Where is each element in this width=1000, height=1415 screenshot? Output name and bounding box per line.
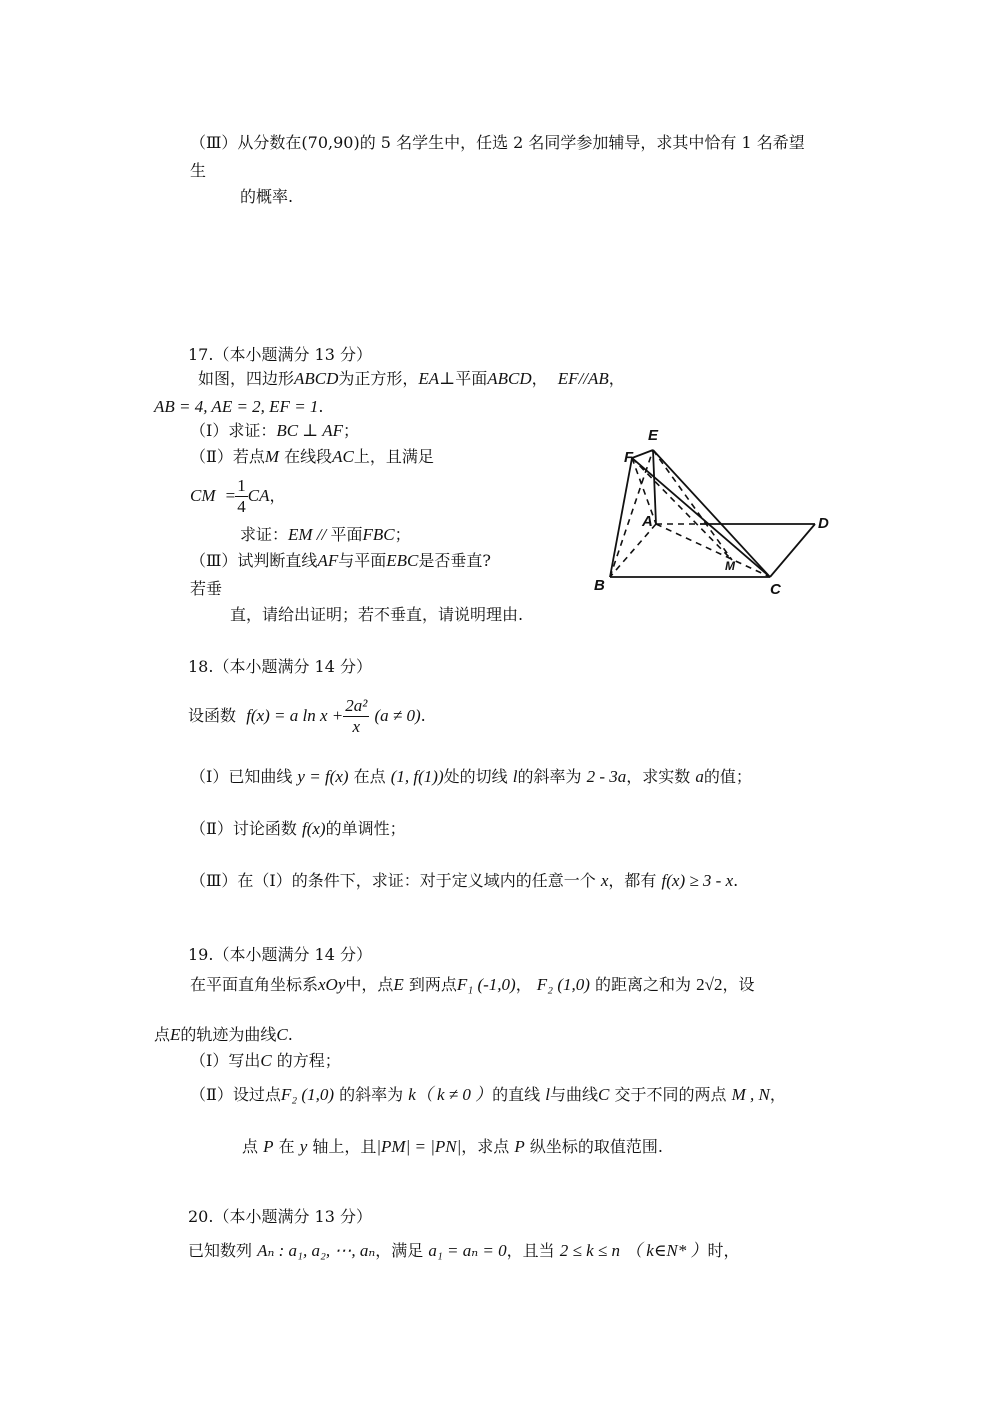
edge-ea: [653, 450, 656, 524]
edge-ac-hidden: [656, 524, 770, 577]
q19-line2-end: .: [287, 1025, 293, 1044]
q19-sum: 2√2: [696, 975, 723, 994]
q19-f1: F₁ (-1,0): [456, 975, 516, 994]
q19-part2: [190, 1084, 786, 1106]
q17-p2-mid: 在线段: [284, 447, 333, 466]
q17-perp: ⊥: [439, 369, 456, 388]
q17-eq: =: [225, 486, 236, 505]
q19-header: 19.（本小题满分 14 分）: [188, 945, 372, 964]
q19-p2-mn: M , N: [731, 1085, 770, 1104]
q19-line2: [154, 1024, 293, 1046]
label-e: E: [648, 427, 659, 444]
q17-part3: [190, 550, 491, 572]
q19-intro-c: 到两点: [408, 975, 457, 994]
q19-line2-e: E: [170, 1025, 181, 1044]
q18-p1-label: （Ⅰ）已知曲线: [190, 767, 293, 786]
q17-intro-text-a: 如图，四边形: [198, 369, 295, 388]
q19-p2-label: （Ⅱ）设过点: [190, 1085, 281, 1104]
q19-p2b-c: 轴上，且: [312, 1137, 377, 1156]
q19-intro: [190, 974, 754, 996]
q18-fraction: [343, 696, 369, 737]
q18-p1-slope: 的斜率为: [517, 767, 582, 786]
q18-p1-ask: ，求实数: [626, 767, 691, 786]
q18-intro: 设函数: [188, 706, 237, 725]
q18-p2-end: 的单调性；: [325, 819, 406, 838]
q17-part3-line3: 直，请给出证明；若不垂直，请说明理由.: [230, 605, 524, 624]
q17-abcd-2: ABCD: [487, 369, 532, 388]
q20-header: 20.（本小题满分 13 分）: [188, 1207, 372, 1226]
edge-ab-hidden: [610, 524, 656, 577]
q19-p2-line: 的直线: [492, 1085, 541, 1104]
q19-p2-inter: 交于不同的两点: [614, 1085, 727, 1104]
q19-p1-end: 的方程；: [276, 1051, 341, 1070]
q17-p1-expr: BC ⊥ AF: [276, 421, 343, 440]
q17-part2: [190, 446, 434, 468]
q19-p2b-e: 纵坐标的取值范围.: [529, 1137, 663, 1156]
q19-xoy: xOy: [318, 975, 346, 994]
q17-part3-line2: 若垂: [190, 579, 223, 598]
q17-fraction: [235, 476, 248, 517]
q19-p2-slope: 的斜率为: [339, 1085, 404, 1104]
q17-geometry-figure: [580, 420, 850, 605]
q17-frac-num: 1: [237, 476, 246, 495]
q20-intro-b: ，满足: [375, 1241, 424, 1260]
q16-part3-line1: （Ⅲ）从分数在(70,90)的 5 名学生中，任选 2 名同学参加辅导，求其中恰有 1 名希望: [190, 133, 805, 152]
q17-p2-end: 上，且满足: [353, 447, 434, 466]
q20-kn: （ k∈N* ）: [625, 1241, 708, 1260]
q20-cond: a₁ = aₙ = 0: [428, 1241, 507, 1260]
edge-fb: [610, 458, 632, 577]
q19-p2-f2: F₂ (1,0): [280, 1085, 335, 1104]
edge-fm-hidden: [632, 458, 732, 560]
label-d: D: [818, 515, 829, 532]
q20-intro-d: 时，: [707, 1241, 740, 1260]
label-m: M: [725, 559, 735, 573]
q19-line2-c: C: [276, 1025, 288, 1044]
q19-p2-end: ，: [769, 1085, 786, 1104]
q18-p3-x: x: [600, 871, 609, 890]
q17-intro: [198, 368, 625, 390]
q17-p2-m: M: [264, 447, 280, 466]
q17-period: .: [318, 397, 324, 416]
q19-p2-c: C: [598, 1085, 610, 1104]
q18-part1: [190, 766, 752, 788]
q19-p2b-eq: |PM| = |PN|: [376, 1137, 462, 1156]
q18-frac-num: 2a²: [345, 696, 368, 715]
q17-p2-fbc: FBC: [362, 525, 395, 544]
q19-intro-b: 中，点: [345, 975, 394, 994]
edge-em-hidden: [653, 450, 732, 560]
q17-abcd: ABCD: [294, 369, 339, 388]
q17-header: 17.（本小题满分 13 分）: [188, 345, 372, 364]
q18-p1-mid: 在点: [353, 767, 386, 786]
q18-p3-mid: ，都有: [608, 871, 657, 890]
q17-intro-text-c: 平面: [455, 369, 488, 388]
edge-fe: [632, 450, 653, 458]
q18-p1-end: 的值；: [703, 767, 752, 786]
q19-p2b-b: 在: [278, 1137, 295, 1156]
q19-p2b-y: y: [299, 1137, 308, 1156]
q18-p1-a: a: [695, 767, 704, 786]
q17-ca: CA: [247, 486, 270, 505]
q17-p1-end: ；: [343, 421, 360, 440]
q17-p2-prove: 求证：: [240, 525, 289, 544]
q18-p1-tan: 处的切线: [443, 767, 508, 786]
q19-e: E: [393, 975, 404, 994]
q17-intro-text-b: 为正方形，: [338, 369, 419, 388]
q18-p1-point: (1, f(1)): [390, 767, 444, 786]
q17-p1-label: （Ⅰ）求证：: [190, 421, 277, 440]
q16-part3-line3: 的概率.: [240, 187, 294, 206]
q18-cond: (a ≠ 0): [374, 706, 421, 725]
q20-intro: [188, 1240, 740, 1262]
q17-ea: EA: [418, 369, 440, 388]
q18-f-lhs: f(x) = a ln x +: [246, 706, 344, 725]
q17-cm-formula: [190, 474, 286, 518]
q18-part3: [190, 870, 738, 892]
q17-p3-af: AF: [317, 551, 339, 570]
q17-p3-ebc: EBC: [386, 551, 419, 570]
q18-p2-label: （Ⅱ）讨论函数: [190, 819, 297, 838]
q17-p3-label: （Ⅲ）试判断直线: [190, 551, 318, 570]
edge-ec: [653, 450, 770, 577]
q17-p2-plane: 平面: [330, 525, 363, 544]
label-b: B: [594, 577, 605, 594]
q18-p2-fx: f(x): [301, 819, 326, 838]
q18-p3-end: .: [733, 871, 739, 890]
q19-line2-a: 点: [154, 1025, 171, 1044]
edge-dc: [770, 524, 815, 577]
label-c: C: [770, 581, 781, 598]
q19-p2-k: k: [408, 1085, 416, 1104]
q19-p1-c: C: [260, 1051, 272, 1070]
q20-range: 2 ≤ k ≤ n: [559, 1241, 620, 1260]
q19-p2-l: l: [545, 1085, 550, 1104]
q17-part2-prove: [240, 524, 411, 546]
q19-p1-label: （Ⅰ）写出: [190, 1051, 261, 1070]
q20-seq: Aₙ : a₁, a₂, ⋯, aₙ: [257, 1241, 376, 1260]
q17-p2-label: （Ⅱ）若点: [190, 447, 265, 466]
q17-p2-expr: EM //: [288, 525, 331, 544]
q17-conditions: [154, 396, 324, 418]
q19-line2-b: 的轨迹为曲线: [180, 1025, 277, 1044]
q17-p2-ac: AC: [332, 447, 354, 466]
q19-p2-curve: 与曲线: [550, 1085, 599, 1104]
q19-p2-cond: （ k ≠ 0 ）: [415, 1085, 493, 1104]
q18-p1-l: l: [512, 767, 518, 786]
q19-p2b-a: 点: [242, 1137, 259, 1156]
q18-p1-val: 2 - 3a: [586, 767, 627, 786]
q19-f2: F₂ (1,0): [536, 975, 590, 994]
q18-function: [188, 694, 426, 738]
q19-part2-line2: [242, 1136, 663, 1158]
q17-p3-end: 是否垂直?: [418, 551, 491, 570]
q20-intro-a: 已知数列: [188, 1241, 253, 1260]
q19-part1: [190, 1050, 341, 1072]
label-a: A: [642, 513, 653, 530]
q19-p2b-p2: P: [514, 1137, 525, 1156]
q20-intro-c: ，且当: [506, 1241, 555, 1260]
q19-p2b-p: P: [263, 1137, 274, 1156]
q17-p3-mid: 与平面: [338, 551, 387, 570]
label-f: F: [624, 449, 634, 466]
q17-efab: EF//AB: [557, 369, 609, 388]
q18-part2: [190, 818, 406, 840]
q19-intro-e: ，设: [722, 975, 755, 994]
q18-p3-ineq: f(x) ≥ 3 - x: [661, 871, 734, 890]
q16-part3-line2: 生: [190, 161, 207, 180]
q18-frac-den: x: [352, 717, 361, 736]
q18-header: 18.（本小题满分 14 分）: [188, 657, 372, 676]
q17-comma: ，: [608, 369, 625, 388]
q17-cond-expr: AB = 4, AE = 2, EF = 1: [154, 397, 319, 416]
q19-comma: ，: [515, 975, 532, 994]
q18-dot: .: [420, 706, 426, 725]
q17-frac-den: 4: [237, 497, 246, 516]
q17-intro-text-d: ，: [531, 369, 548, 388]
q17-part1: [190, 420, 359, 442]
q19-intro-d: 的距离之和为: [595, 975, 692, 994]
q17-comma-2: ，: [269, 486, 286, 505]
q18-p1-curve: y = f(x): [297, 767, 349, 786]
q17-cm: CM: [190, 486, 216, 505]
q18-p3-label: （Ⅲ）在（Ⅰ）的条件下，求证：对于定义域内的任意一个: [190, 871, 596, 890]
q17-p2-semi: ；: [394, 525, 411, 544]
q19-intro-a: 在平面直角坐标系: [190, 975, 319, 994]
q19-p2b-d: ，求点: [461, 1137, 510, 1156]
